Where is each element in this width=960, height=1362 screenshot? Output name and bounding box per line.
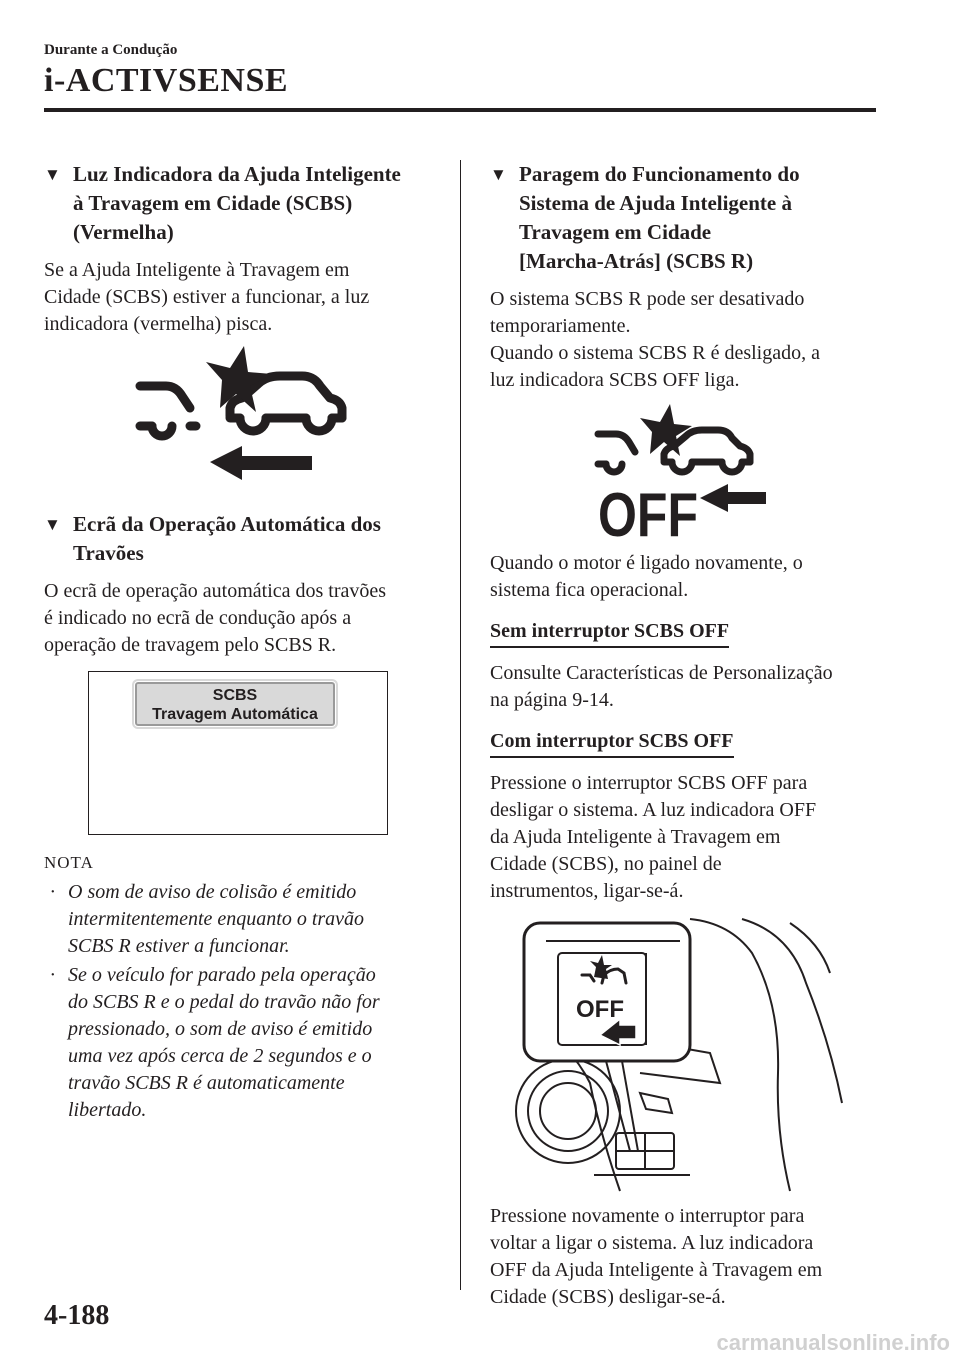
paragraph: O sistema SCBS R pode ser desativado temporariamente. Quando o sistema SCBS R é desligado, a luz indicadora SCBS OFF liga. [490, 288, 820, 391]
left-column [44, 160, 438, 1126]
subheading-with-switch: Com interruptor SCBS OFF [490, 728, 734, 758]
triangle-down-icon: ▼ [490, 165, 507, 184]
scbs-warning-light-icon [44, 346, 438, 496]
note-text: Se o veículo for parado pela operação do SCBS R e o pedal do travão não for pressionado, o som de aviso é emitido uma vez após cerca de 2 segundos e o travão SCBS R é automaticamente libertado. [68, 964, 380, 1121]
auto-brake-message [135, 682, 335, 726]
chapter-title: i-ACTIVSENSE [44, 62, 289, 99]
note-label: NOTA [44, 853, 94, 872]
page-number: 4-188 [44, 1300, 110, 1331]
paragraph: O ecrã de operação automática dos travões é indicado no ecrã de condução após a operação de travagem pelo SCBS R. [44, 580, 387, 656]
heading-text: Luz Indicadora da Ajuda Inteligente à Travagem em Cidade (SCBS) (Vermelha) [73, 162, 401, 244]
paragraph: Consulte Características de Personalização na página 9-14. [490, 662, 833, 711]
note-text: O som de aviso de colisão é emitido intermitentemente enquanto o travão SCBS R estiver a funcionar. [68, 881, 365, 957]
message-line-2: Travagem Automática [152, 706, 318, 723]
heading-text: Paragem do Funcionamento do Sistema de Ajuda Inteligente à Travagem em Cidade [Marcha-Atrás] (SCBS R) [519, 162, 800, 273]
paragraph: Pressione o interruptor SCBS OFF para desligar o sistema. A luz indicadora OFF da Ajuda Inteligente à Travagem em Cidade (SCBS), no painel de instrumentos, ligar-se-á. [490, 772, 817, 902]
right-column [490, 160, 884, 1319]
column-divider [460, 160, 461, 1290]
paragraph: Se a Ajuda Inteligente à Travagem em Cidade (SCBS) estiver a funcionar, a luz indicadora (vermelha) pisca. [44, 259, 370, 335]
scbs-off-switch-illustration [490, 913, 884, 1193]
driving-display-screen [88, 671, 388, 835]
section-heading-scbs-r-stop [490, 160, 884, 276]
paragraph: Pressione novamente o interruptor para voltar a ligar o sistema. A luz indicadora OFF da Ajuda Inteligente à Travagem em Cidade (SCBS) desligar-se-á. [490, 1205, 823, 1308]
header-rule [44, 108, 876, 112]
off-indicator-text: OFF [598, 481, 698, 542]
heading-text: Ecrã da Operação Automática dos Travões [73, 512, 381, 565]
switch-off-text: OFF [576, 996, 624, 1023]
bullet: · [50, 964, 55, 986]
triangle-down-icon: ▼ [44, 165, 61, 184]
section-heading-auto-brake-display [44, 510, 438, 568]
triangle-down-icon: ▼ [44, 515, 61, 534]
breadcrumb: Durante a Condução [44, 42, 178, 58]
note-item [44, 879, 438, 960]
bullet: · [50, 881, 55, 903]
note-item [44, 962, 438, 1124]
message-line-1: SCBS [212, 687, 258, 704]
scbs-off-indicator-icon [490, 402, 884, 542]
paragraph: Quando o motor é ligado novamente, o sistema fica operacional. [490, 552, 803, 601]
watermark: carmanualsonline.info [716, 1330, 950, 1355]
section-heading-indicator-red [44, 160, 438, 247]
subheading-no-switch: Sem interruptor SCBS OFF [490, 618, 729, 648]
